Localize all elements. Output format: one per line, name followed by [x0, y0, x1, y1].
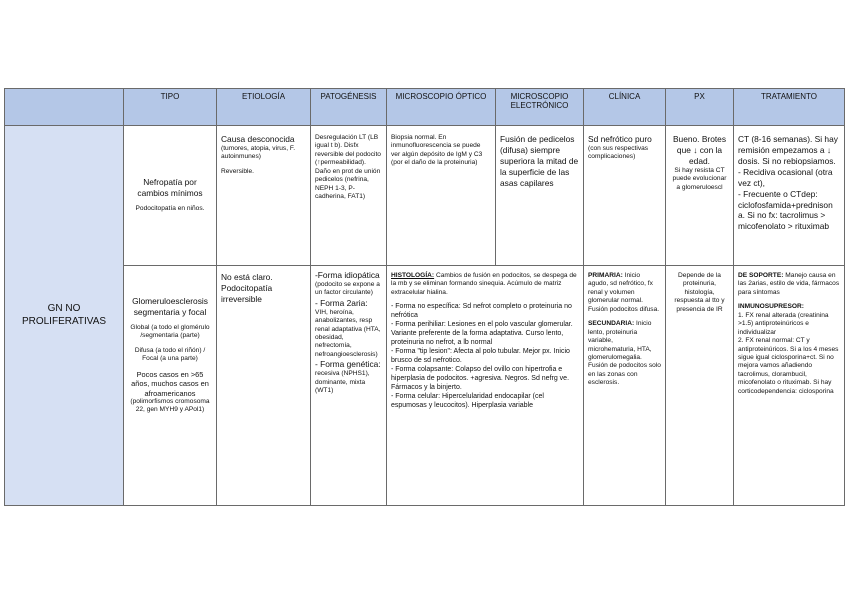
row1-clinica-detail: (con sus respectivas complicaciones)	[588, 144, 649, 161]
table-row	[5, 126, 845, 266]
row2-tipo-note-3: Pocos casos en >65 años, muchos casos en afroamericanos	[131, 369, 209, 398]
row2-soporte-label: DE SOPORTE:	[738, 272, 784, 279]
row2-histologia-text: Cambios de fusión en podocitos, se despega de la mb y se eliminan formando sinequia. Acúmulo de matriz extracelular hialina.	[391, 272, 577, 296]
row1-etiologia-extra: Reversible.	[221, 167, 254, 175]
row2-primaria-label: PRIMARIA:	[588, 272, 623, 279]
row2-pat-2: (podocito se expone a un factor circulante)	[315, 280, 380, 297]
row2-tipo	[124, 266, 217, 506]
row2-secundaria-text: Inicio lento, proteinuria variable, microhematuria, HTA, glomerulomegalia. Fusión de podocitos solo en las zonas con esclerosis.	[588, 320, 661, 387]
row2-tipo-note-2: Difusa (a todo el riñón) / Focal (a una parte)	[134, 346, 206, 363]
header-microscopio-optico: MICROSCOPIO ÓPTICO	[387, 89, 496, 126]
row2-px	[666, 266, 734, 506]
row2-patogenesis	[311, 266, 387, 506]
header-px: PX	[666, 89, 734, 126]
row1-etiologia-main: Causa desconocida	[221, 134, 295, 144]
header-tratamiento: TRATAMIENTO	[734, 89, 845, 126]
table-row	[5, 266, 845, 506]
gn-table	[4, 88, 845, 506]
row2-inmuno-label: INMUNOSUPRESOR:	[738, 303, 804, 311]
header-row	[5, 89, 845, 126]
row1-tratamiento-text: CT (8-16 semanas). Si hay remisión empezamos a ↓ dosis. Si no rebiopsiamos. - Recidiva ocasional (otra vez ct), - Frecuente o CTdep: ciclofosfamida+prednison a. Si no fx: tacrolimus > micofenolato > rituximab	[738, 134, 838, 232]
row2-tipo-note-1: Global (a todo el glomérulo /segmentaria (parte)	[130, 323, 210, 340]
row1-patogenesis-text: Desregulación LT (LB igual t b). Disfx reversible del podocito (↑permeabilidad). Daño en prot de unión pedicelos (nefrina, NEPH 1-3, P-cadherina, FAT1)	[315, 134, 381, 201]
header-clinica: CLÍNICA	[584, 89, 666, 126]
header-etiologia: ETIOLOGÍA	[217, 89, 311, 126]
row1-tipo-title: Nefropatía por cambios mínimos	[137, 177, 203, 199]
row2-tipo-note-4: (polimorfismos cromosoma 22, gen MYH9 y APol1)	[130, 398, 210, 414]
row2-inmuno-1: 1. FX renal alterada (creatinina >1.5) antiproteinúricos e individualizar	[738, 311, 829, 336]
row2-pat-1: -Forma idiopática	[315, 270, 380, 280]
row1-electronico-text: Fusión de pedicelos (difusa) siempre superiora la mitad de la superficie de las asas capilares	[500, 134, 579, 188]
row2-primaria-text: Inicio agudo, sd nefrótico, fx renal y volumen glomerular normal. Fusión podocitos difusa.	[588, 272, 660, 313]
row1-tipo	[124, 126, 217, 266]
row2-pat-6: recesiva (NPHS1), dominante, mixta (WT1)	[315, 370, 370, 395]
row2-etiologia-text: No está claro. Podocitopatía irreversible	[221, 272, 273, 304]
header-tipo: TIPO	[124, 89, 217, 126]
row2-forma-1: - Forma no específica: Sd nefrot completo o proteinuria no nefrótica	[391, 303, 572, 320]
row1-etiologia-detail: (tumores, atopia, virus, F. autoinmunes)	[221, 144, 296, 161]
row2-microscopio-optico	[387, 266, 584, 506]
group-label: GN NO PROLIFERATIVAS	[5, 126, 124, 506]
header-patogenesis: PATOGÉNESIS	[311, 89, 387, 126]
row2-pat-3: - Forma 2aria:	[315, 297, 368, 308]
row1-microscopio-optico	[387, 126, 496, 266]
header-microscopio-electronico: MICROSCOPIO ELECTRÓNICO	[496, 89, 584, 126]
header-empty	[5, 89, 124, 126]
row2-forma-3: - Forma "tip lesion": Afecta al polo tubular. Mejor px. Inicio brusco de sd nefrotico.	[391, 348, 570, 365]
row2-inmuno-2: 2. FX renal normal: CT y antiproteinúricos. Si a los 4 meses sigue igual ciclosporina+ct. Si no mejora vamos añadiendo tacrolimus, clorambucil, micofenolato o rituximab. Si hay corticodependencia: ciclosporina	[738, 337, 839, 395]
row2-soporte-text: Manejo causa en las 2arias, estilo de vida, fármacos para síntomas	[738, 272, 840, 296]
row2-forma-2: - Forma perihiliar: Lesiones en el polo vascular glomerular. Variante preferente de la forma adaptativa. Curso lento, proteinuria no nefrot, a lb normal	[391, 321, 573, 347]
row1-px-detail: Si hay resista CT puede evolucionar a glomeruloescl	[672, 166, 727, 191]
row1-tipo-note: Podocitopatía en niños.	[135, 205, 205, 213]
row1-clinica-main: Sd nefrótico puro	[588, 134, 652, 144]
row1-patogenesis	[311, 126, 387, 266]
row1-tratamiento	[734, 126, 845, 266]
row1-etiologia	[217, 126, 311, 266]
row2-secundaria-label: SECUNDARIA:	[588, 320, 635, 328]
row1-microscopio-electronico	[496, 126, 584, 266]
row2-histologia-label: HISTOLOGÍA:	[391, 272, 435, 279]
row1-clinica	[584, 126, 666, 266]
row2-forma-4: - Forma colapsante: Colapso del ovillo con hipertrofia e hiperplasia de podocitos. +agresiva. Negros. Sd nefrg ve. Fármacos y la binjerto.	[391, 365, 570, 391]
row2-forma-5: - Forma celular: Hipercelularidad endocapilar (cel espumosas y leucocitos). Hiperplasia variable	[391, 392, 544, 409]
row2-clinica	[584, 266, 666, 506]
row2-px-text: Depende de la proteinuria, histología, respuesta al tto y presencia de IR	[674, 272, 725, 313]
row2-etiologia	[217, 266, 311, 506]
row1-px	[666, 126, 734, 266]
row1-px-main: Bueno. Brotes que ↓ con la edad.	[672, 134, 727, 166]
row1-optico-text: Biopsia normal. En inmunofluorescencia se puede ver algún depósito de IgM y C3 (por el daño de la proteinuria)	[391, 134, 483, 167]
row2-tratamiento	[734, 266, 845, 506]
row2-pat-4: VIH, heroína, anabolizantes, resp renal adaptativa (HTA, obesidad, nefrectomía, nefroangioesclerosis)	[315, 308, 381, 358]
row2-pat-5: - Forma genética:	[315, 359, 381, 370]
row2-tipo-title: Glomeruloesclerosis segmentaria y focal	[132, 296, 208, 317]
